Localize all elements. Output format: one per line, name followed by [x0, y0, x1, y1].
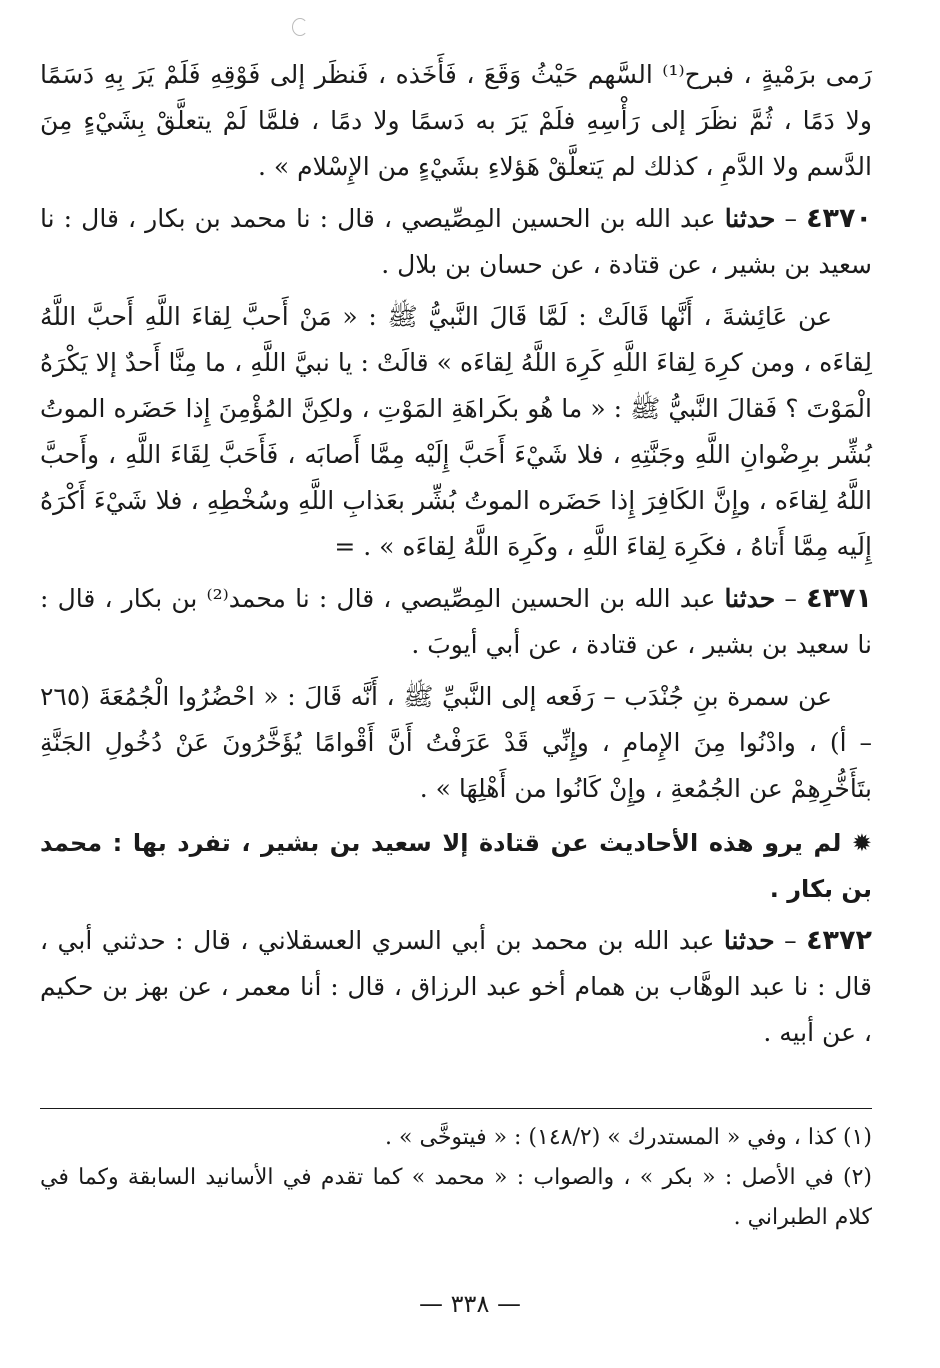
hadith-keyword: حدثنا	[724, 204, 776, 233]
editor-note: ✹ لم يرو هذه الأحاديث عن قتادة إلا سعيد بن بشير ، تفرد بها : محمد بن بكار .	[40, 829, 872, 903]
page-number: — ٣٣٨ —	[419, 1290, 521, 1318]
hadith-number: ٤٣٧٠	[806, 203, 872, 234]
hadith-keyword: حدثنا	[723, 926, 775, 955]
scan-mark	[292, 18, 308, 36]
hadith-number: ٤٣٧١	[806, 583, 872, 614]
footnote-divider	[40, 1108, 872, 1109]
hadith-4371-isnad	[40, 576, 872, 668]
hadith-isnad-text: عبد الله بن محمد بن أبي السري العسقلاني ، قال : حدثني أبي ، قال : نا عبد الوهَّاب بن همام أخو عبد الرزاق ، قال : أنا معمر ، عن بهز بن حكيم ، عن أبيه .	[40, 926, 872, 1047]
main-text	[40, 52, 872, 1062]
hadith-4372-isnad	[40, 918, 872, 1056]
footnote-1: (١) كذا ، وفي « المستدرك » (١٤٨/٢) : « فيتوخَّى » .	[385, 1125, 872, 1150]
paragraph-continuation: رَمى برَمْيةٍ ، فبرح⁽¹⁾ السَّهم حَيْثُ وَقَعَ ، فَأَخَذه ، فَنظَر إلى فَوْقِهِ فَلَمْ يَرَ بِهِ دَسَمًا ولا دَمًا ، ثُمَّ نظَرَ إلى رَأْسِهِ فلَمْ يَرَ به دَسمًا ولا دمًا ، فلمَّا لَمْ يتعلَّقْ بِشَيْءٍ مِنَ الدَّسم ولا الدَّمِ ، كذلك لم يَتعلَّقْ هَؤلاءِ بشَيْءٍ من الإِسْلام » .	[40, 60, 872, 181]
hadith-4370-isnad	[40, 196, 872, 288]
hadith-keyword: حدثنا	[724, 584, 776, 613]
dash: –	[775, 584, 797, 613]
hadith-4370-matn: عن عَائِشةَ ، أَنَّها قَالَتْ : لَمَّا قَالَ النَّبيُّ ﷺ : « مَنْ أَحبَّ لِقاءَ اللَّهِ أَحبَّ اللَّهُ لِقاءَه ، ومن كرِهَ لِقاءَ اللَّهِ كَرِهَ اللَّهُ لِقاءَه » قالَتْ : يا نبيَّ اللَّهِ ، ما مِنَّا أَحدٌ إلا يَكْرَهُ الْمَوْتَ ؟ فَقالَ النَّبيُّ ﷺ : « ما هُو بكَراهَةِ المَوْتِ ، ولكِنَّ المُؤْمِنَ إِذا حَضَره الموتُ بُشِّر برِضْوانِ اللَّهِ وجَنَّتِهِ ، فلا شَيْءَ أَحَبَّ إِلَيْه مِمَّا أَصابَه ، فَأَحَبَّ لِقَاءَ اللَّهِ ، وأَحبَّ اللَّهُ لِقاءَه ، وإِنَّ الكَافِرَ إِذا حَضَره الموتُ بُشِّر بعَذابِ اللَّهِ وسُخْطِهِ ، فلا شَيْءَ أَكْرَهُ إِلَيه مِمَّا أَتاهُ ، فكَرِهَ لِقاءَ اللَّهِ ، وكَرِهَ اللَّهُ لِقاءَه » . =	[40, 302, 872, 561]
dash: –	[774, 926, 797, 955]
dash: –	[775, 204, 797, 233]
footnotes	[40, 1118, 872, 1238]
footnote-2: (٢) في الأصل : « بكر » ، والصواب : « محمد » كما تقدم في الأسانيد السابقة وكما في كلام الطبراني .	[40, 1165, 873, 1230]
hadith-4371-matn: عن سمرة بنِ جُنْدَب – رَفَعه إلى النَّبيِّ ﷺ ، أَنَّه قَالَ : « احْضُرُوا الْجُمُعَةَ (٢٦٥ – أ) ، وادْنُوا مِنَ الإِمامِ ، وإِنِّي قَدْ عَرَفْتُ أَنَّ أَقْوامًا يُؤَخَّرُونَ عَنْ دُخُولِ الجَنَّةِ بتَأَخُّرِهِمْ عن الجُمُعةِ ، وإِنْ كَانُوا من أَهْلِهَا » .	[40, 682, 872, 803]
hadith-number: ٤٣٧٢	[806, 925, 872, 956]
hadith-isnad-text: عبد الله بن الحسين المِصِّيصي ، قال : نا محمد⁽²⁾ بن بكار ، قال : نا سعيد بن بشير ، عن قتادة ، عن أبي أيوبَ .	[40, 584, 872, 659]
hadith-isnad-text: عبد الله بن الحسين المِصِّيصي ، قال : نا محمد بن بكار ، قال : نا سعيد بن بشير ، عن قتادة ، عن حسان بن بلال .	[40, 204, 872, 279]
